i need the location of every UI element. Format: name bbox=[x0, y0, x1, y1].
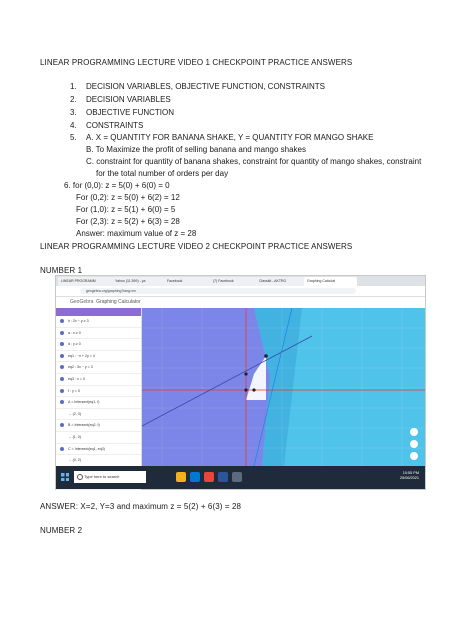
list-item: 5. A. X = QUANTITY FOR BANANA SHAKE, Y = QUANTITY FOR MANGO SHAKE bbox=[70, 133, 374, 142]
edge-icon[interactable] bbox=[190, 472, 200, 482]
visibility-icon[interactable] bbox=[60, 389, 64, 393]
address-bar bbox=[56, 286, 425, 297]
taskbar-search[interactable]: Type here to search bbox=[74, 471, 146, 483]
file-explorer-icon[interactable] bbox=[176, 472, 186, 482]
app-icon[interactable] bbox=[232, 472, 242, 482]
home-icon[interactable] bbox=[410, 428, 418, 436]
number2-label: NUMBER 2 bbox=[40, 526, 83, 535]
browser-tab-bar bbox=[56, 276, 425, 286]
answer-line: ANSWER: X=2, Y=3 and maximum z = 5(2) + 6(3) = 28 bbox=[40, 502, 242, 511]
visibility-icon[interactable] bbox=[60, 342, 64, 346]
algebra-row[interactable]: h : 2x − y ≥ 3 bbox=[56, 316, 141, 328]
list-item: 4. CONSTRAINTS bbox=[70, 121, 144, 130]
list-item: 2. DECISION VARIABLES bbox=[70, 95, 171, 104]
algebra-row[interactable]: eq2 : 3x − y = 3 bbox=[56, 362, 141, 374]
algebra-panel bbox=[56, 308, 142, 466]
visibility-icon[interactable] bbox=[60, 331, 64, 335]
intersection-point[interactable] bbox=[264, 354, 268, 358]
algebra-row: → (1, 0) bbox=[56, 432, 141, 444]
list-item: 3. OBJECTIVE FUNCTION bbox=[70, 108, 175, 117]
intersection-point[interactable] bbox=[244, 372, 247, 375]
windows-start-icon[interactable] bbox=[61, 473, 69, 481]
app-title: GeoGebra Graphing Calculator bbox=[70, 299, 141, 305]
browser-tab[interactable]: Facebook bbox=[164, 277, 211, 286]
visibility-icon[interactable] bbox=[60, 365, 64, 369]
browser-tab[interactable]: Classkit - AKTRO bbox=[256, 277, 305, 286]
zoom-in-icon[interactable] bbox=[410, 440, 418, 448]
browser-tab[interactable]: (7) Facebook bbox=[210, 277, 257, 286]
word-icon[interactable] bbox=[218, 472, 228, 482]
visibility-icon[interactable] bbox=[60, 354, 64, 358]
algebra-toolbar bbox=[56, 308, 141, 316]
windows-taskbar bbox=[56, 466, 425, 489]
algebra-row[interactable]: B = Intersect(eq2, f) bbox=[56, 420, 141, 432]
item5-b: B. To Maximize the profit of selling banana and mango shakes bbox=[86, 145, 306, 154]
list-item: 1. DECISION VARIABLES, OBJECTIVE FUNCTION, CONSTRAINTS bbox=[70, 82, 325, 91]
intersection-point[interactable] bbox=[244, 388, 247, 391]
visibility-icon[interactable] bbox=[60, 319, 64, 323]
embedded-screenshot bbox=[55, 275, 426, 490]
algebra-row[interactable]: eq1 : −x + 2y = 4 bbox=[56, 351, 141, 363]
visibility-icon[interactable] bbox=[60, 377, 64, 381]
algebra-row[interactable]: d : y ≥ 0 bbox=[56, 339, 141, 351]
algebra-row[interactable]: a : x ≥ 0 bbox=[56, 328, 141, 340]
item5-c-line2: for the total number of orders per day bbox=[96, 169, 229, 178]
visibility-icon[interactable] bbox=[60, 423, 64, 427]
algebra-row[interactable]: A = Intersect(eq1, f) bbox=[56, 397, 141, 409]
graphing-canvas[interactable] bbox=[142, 308, 425, 466]
algebra-row: → (2, 3) bbox=[56, 409, 141, 421]
browser-tab[interactable]: LINEAR PROGRAMM bbox=[58, 277, 113, 286]
item6-line: For (1,0): z = 5(1) + 6(0) = 5 bbox=[76, 205, 176, 214]
algebra-row[interactable]: eq3 : x = 0 bbox=[56, 374, 141, 386]
item6-answer: Answer: maximum value of z = 28 bbox=[76, 229, 197, 238]
item6-line: For (2,3): z = 5(2) + 6(3) = 28 bbox=[76, 217, 180, 226]
algebra-row: → (0, 2) bbox=[56, 455, 141, 467]
url-field[interactable]: geogebra.org/graphing?lang=en bbox=[80, 288, 356, 294]
algebra-row[interactable]: C = Intersect(eq1, eq3) bbox=[56, 444, 141, 456]
visibility-icon[interactable] bbox=[60, 447, 64, 451]
section2-title: LINEAR PROGRAMMING LECTURE VIDEO 2 CHECKPOINT PRACTICE ANSWERS bbox=[40, 242, 353, 251]
item6-line: For (0,2): z = 5(0) + 6(2) = 12 bbox=[76, 193, 180, 202]
visibility-icon[interactable] bbox=[60, 400, 64, 404]
item5-c-line1: C. constraint for quantity of banana shakes, constraint for quantity of mango shakes, constraint bbox=[86, 157, 422, 166]
zoom-controls bbox=[410, 428, 418, 460]
zoom-out-icon[interactable] bbox=[410, 452, 418, 460]
browser-tab-active[interactable]: Graphing Calculat bbox=[304, 277, 357, 286]
item6-lead: 6. for (0,0): z = 5(0) + 6(0) = 0 bbox=[64, 181, 170, 190]
intersection-point[interactable] bbox=[252, 388, 255, 391]
section1-title: LINEAR PROGRAMMING LECTURE VIDEO 1 CHECKPOINT PRACTICE ANSWERS bbox=[40, 58, 353, 67]
taskbar-clock[interactable]: 10:55 PM 25/06/2021 bbox=[399, 471, 419, 480]
search-icon bbox=[77, 474, 83, 480]
number1-label: NUMBER 1 bbox=[40, 266, 83, 275]
chrome-icon[interactable] bbox=[204, 472, 214, 482]
browser-tab[interactable]: Yahoo (11,599) - ya bbox=[112, 277, 165, 286]
algebra-row[interactable]: f : y = 0 bbox=[56, 386, 141, 398]
